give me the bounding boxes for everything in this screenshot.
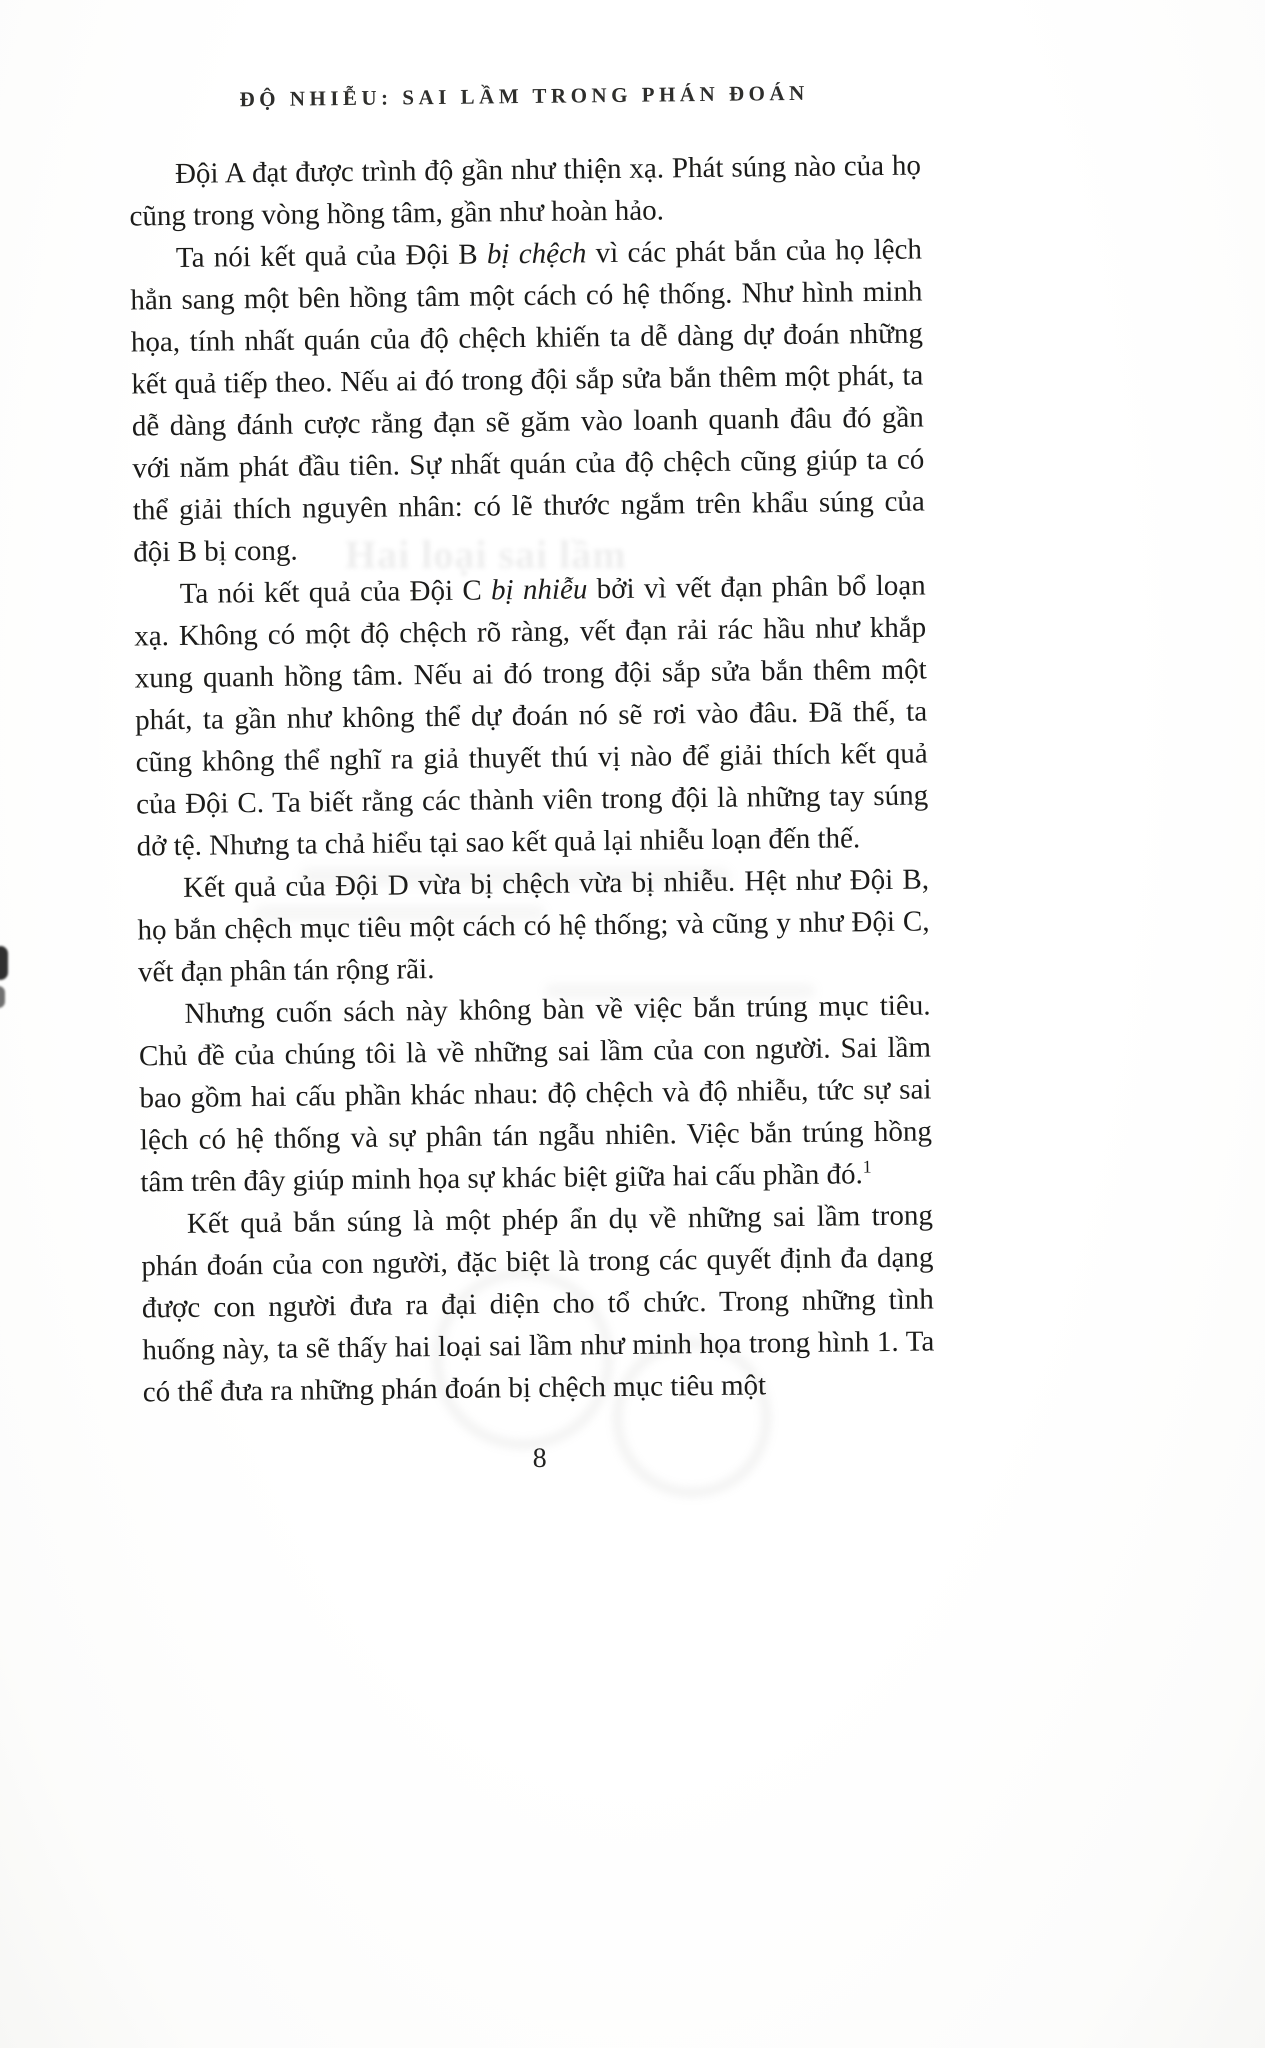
scan-edge-mark [0, 946, 8, 980]
paragraph-3 [134, 564, 929, 867]
emphasized-text: bị chệch [486, 237, 587, 271]
paragraph-2 [130, 228, 926, 573]
text-block [128, 80, 936, 1480]
body-text-segment: bởi vì vết đạn phân bổ loạn xạ. Không có một độ chệch rõ ràng, vết đạn rải rác hầu như khắp xung quanh hồng tâm. Nếu ai đó trong đội sắp sửa bắn thêm một phát, ta gần như không thể dự đoán nó sẽ rơi vào đâu. Đã thế, ta cũng không thể nghĩ ra giả thuyết thú vị nào để giải thích kết quả của Đội C. Ta biết rằng các thành viên trong đội là những tay súng dở tệ. Nhưng ta chả hiểu tại sao kết quả lại nhiễu loạn đến thế. [134, 569, 929, 863]
body-text-segment: Kết quả của Đội D vừa bị chệch vừa bị nhiễu. Hệt như Đội B, họ bắn chệch mục tiêu một cách có hệ thống; và cũng y như Đội C, vết đạn phân tán rộng rãi. [137, 863, 930, 989]
paragraph-1 [129, 145, 922, 238]
body-text-segment: vì các phát bắn của họ lệch hẳn sang một bên hồng tâm một cách có hệ thống. Như hình minh họa, tính nhất quán của độ chệch khiến ta dễ dàng dự đoán những kết quả tiếp theo. Nếu ai đó trong đội sắp sửa bắn thêm một phát, ta dễ dàng đánh cược rằng đạn sẽ găm vào loanh quanh đâu đó gần với năm phát đầu tiên. Sự nhất quán của độ chệch cũng giúp ta có thể giải thích nguyên nhân: có lẽ thước ngắm trên khẩu súng của đội B bị cong. [130, 233, 925, 569]
body-text-segment: Ta nói kết quả của Đội B [175, 238, 488, 274]
paragraph-4 [137, 858, 930, 993]
page-number: 8 [532, 1442, 547, 1474]
body-text-segment: Kết quả bắn súng là một phép ẩn dụ về những sai lầm trong phán đoán của con người, đặc biệt là trong các quyết định đa dạng được con người đưa ra đại diện cho tổ chức. Trong những tình huống này, ta sẽ thấy hai loại sai lầm như minh họa trong hình 1. Ta có thể đưa ra những phán đoán bị chệch mục tiêu một [141, 1199, 935, 1409]
scan-edge-mark [0, 986, 5, 1008]
footnote-marker: 1 [862, 1156, 872, 1177]
bleedthrough-heading-text: Hai loại sai lầm [345, 532, 627, 577]
paragraph-6 [141, 1194, 935, 1413]
body-text-segment: Đội A đạt được trình độ gần như thiện xạ. Phát súng nào của họ cũng trong vòng hồng tâm, gần như hoàn hảo. [129, 149, 922, 233]
body-text-segment: Ta nói kết quả của Đội C [179, 574, 492, 610]
body-text-segment: Nhưng cuốn sách này không bàn về việc bắn trúng mục tiêu. Chủ đề của chúng tôi là về những sai lầm của con người. Sai lầm bao gồm hai cấu phần khác nhau: độ chệch và độ nhiễu, tức sự sai lệch có hệ thống và sự phân tán ngẫu nhiên. Việc bắn trúng hồng tâm trên đây giúp minh họa sự khác biệt giữa hai cấu phần đó. [138, 989, 933, 1199]
paragraph-5 [138, 984, 932, 1203]
running-header: ĐỘ NHIỄU: SAI LẦM TRONG PHÁN ĐOÁN [239, 80, 809, 112]
page-body [129, 145, 935, 1414]
emphasized-text: bị nhiễu [490, 573, 588, 607]
